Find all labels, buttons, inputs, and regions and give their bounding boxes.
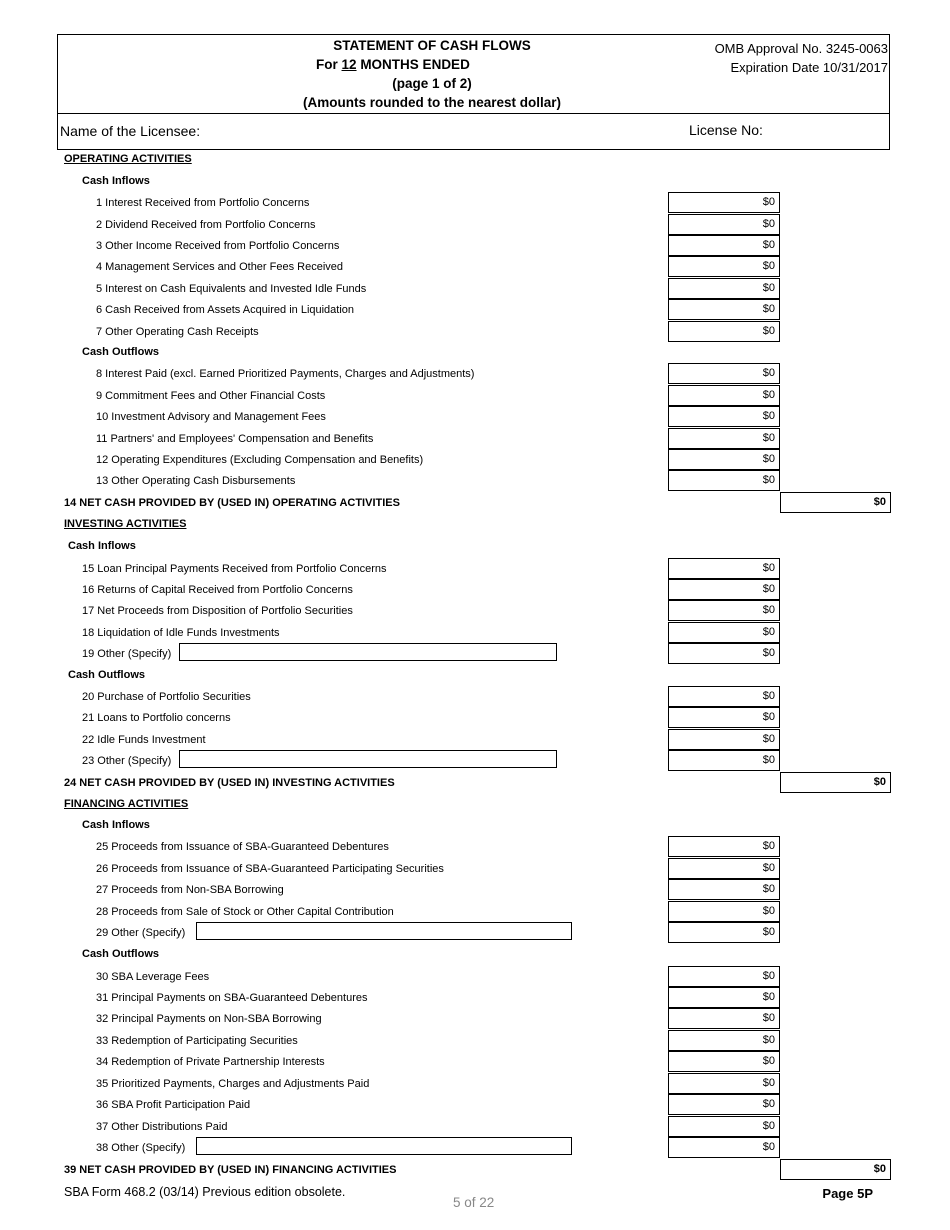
operating-outflows-label: Cash Outflows xyxy=(82,346,160,358)
amount-field[interactable]: $0 xyxy=(668,879,780,900)
amount-field[interactable]: $0 xyxy=(668,321,780,342)
amount-field[interactable]: $0 xyxy=(668,836,780,857)
amount-field[interactable]: $0 xyxy=(668,643,780,664)
line-item-label: 18 Liquidation of Idle Funds Investments xyxy=(82,627,280,639)
amount-field[interactable]: $0 xyxy=(668,363,780,384)
licensee-name-label: Name of the Licensee: xyxy=(60,123,201,139)
statement-title: STATEMENT OF CASH FLOWS xyxy=(333,38,531,53)
form-identifier: SBA Form 468.2 (03/14) Previous edition obsolete. xyxy=(64,1185,346,1199)
expiration-date: Expiration Date 10/31/2017 xyxy=(730,60,888,75)
financing-net-label: 39 NET CASH PROVIDED BY (USED IN) FINANCING ACTIVITIES xyxy=(64,1164,397,1176)
line-item-label: 7 Other Operating Cash Receipts xyxy=(96,326,259,338)
line-item-label: 34 Redemption of Private Partnership Interests xyxy=(96,1056,325,1068)
amount-field[interactable]: $0 xyxy=(668,558,780,579)
amount-field[interactable]: $0 xyxy=(668,278,780,299)
operating-inflows-label: Cash Inflows xyxy=(82,175,150,187)
line-item-label: 22 Idle Funds Investment xyxy=(82,734,206,746)
period-prefix: For xyxy=(316,57,338,72)
amount-field[interactable]: $0 xyxy=(668,622,780,643)
financing-heading: FINANCING ACTIVITIES xyxy=(64,798,189,810)
amount-field[interactable]: $0 xyxy=(668,1137,780,1158)
amount-field[interactable]: $0 xyxy=(668,987,780,1008)
line-item-label: 31 Principal Payments on SBA-Guaranteed Debentures xyxy=(96,992,368,1004)
amount-field[interactable]: $0 xyxy=(668,901,780,922)
investing-outflows-label: Cash Outflows xyxy=(68,669,146,681)
investing-net-label: 24 NET CASH PROVIDED BY (USED IN) INVESTING ACTIVITIES xyxy=(64,777,395,789)
amount-field[interactable]: $0 xyxy=(668,707,780,728)
line-item-label: 15 Loan Principal Payments Received from Portfolio Concerns xyxy=(82,563,387,575)
page-label: Page 5P xyxy=(822,1186,873,1201)
amount-field[interactable]: $0 xyxy=(668,750,780,771)
line-item-label: 8 Interest Paid (excl. Earned Prioritized Payments, Charges and Adjustments) xyxy=(96,368,475,380)
amount-field[interactable]: $0 xyxy=(668,385,780,406)
line-item-label: 32 Principal Payments on Non-SBA Borrowing xyxy=(96,1013,322,1025)
amount-field[interactable]: $0 xyxy=(668,428,780,449)
line-item-label: 27 Proceeds from Non-SBA Borrowing xyxy=(96,884,284,896)
line-item-label: 2 Dividend Received from Portfolio Concerns xyxy=(96,219,316,231)
line-item-label: 10 Investment Advisory and Management Fees xyxy=(96,411,326,423)
amount-field[interactable]: $0 xyxy=(668,299,780,320)
specify-input[interactable] xyxy=(196,1137,572,1155)
period-suffix: MONTHS ENDED xyxy=(360,57,470,72)
page-counter: 5 of 22 xyxy=(453,1195,495,1210)
amount-field[interactable]: $0 xyxy=(668,449,780,470)
line-item-label: 25 Proceeds from Issuance of SBA-Guaranteed Debentures xyxy=(96,841,389,853)
specify-input[interactable] xyxy=(179,643,557,661)
line-item-label: 4 Management Services and Other Fees Received xyxy=(96,261,344,273)
line-item-label: 28 Proceeds from Sale of Stock or Other Capital Contribution xyxy=(96,906,394,918)
amount-field[interactable]: $0 xyxy=(668,1094,780,1115)
amount-field[interactable]: $0 xyxy=(668,256,780,277)
operating-net-total[interactable]: $0 xyxy=(780,492,891,513)
line-item-label: 5 Interest on Cash Equivalents and Invested Idle Funds xyxy=(96,283,367,295)
amount-field[interactable]: $0 xyxy=(668,1008,780,1029)
amount-field[interactable]: $0 xyxy=(668,729,780,750)
investing-net-total[interactable]: $0 xyxy=(780,772,891,793)
line-item-label: 38 Other (Specify) xyxy=(96,1142,186,1154)
amount-field[interactable]: $0 xyxy=(668,600,780,621)
amount-field[interactable]: $0 xyxy=(668,192,780,213)
period-line xyxy=(316,57,470,72)
line-item-label: 36 SBA Profit Participation Paid xyxy=(96,1099,251,1111)
line-item-label: 11 Partners' and Employees' Compensation and Benefits xyxy=(96,433,374,445)
financing-net-total[interactable]: $0 xyxy=(780,1159,891,1180)
amount-field[interactable]: $0 xyxy=(668,1030,780,1051)
line-item-label: 23 Other (Specify) xyxy=(82,755,172,767)
amount-field[interactable]: $0 xyxy=(668,922,780,943)
specify-input[interactable] xyxy=(196,922,572,940)
line-item-label: 1 Interest Received from Portfolio Concerns xyxy=(96,197,310,209)
amount-field[interactable]: $0 xyxy=(668,1116,780,1137)
line-item-label: 12 Operating Expenditures (Excluding Compensation and Benefits) xyxy=(96,454,424,466)
line-item-label: 20 Purchase of Portfolio Securities xyxy=(82,691,251,703)
line-item-label: 17 Net Proceeds from Disposition of Portfolio Securities xyxy=(82,605,353,617)
operating-net-label: 14 NET CASH PROVIDED BY (USED IN) OPERATING ACTIVITIES xyxy=(64,497,400,509)
line-item-label: 30 SBA Leverage Fees xyxy=(96,971,210,983)
line-item-label: 26 Proceeds from Issuance of SBA-Guaranteed Participating Securities xyxy=(96,863,444,875)
line-item-label: 35 Prioritized Payments, Charges and Adjustments Paid xyxy=(96,1078,370,1090)
line-item-label: 19 Other (Specify) xyxy=(82,648,172,660)
line-item-label: 21 Loans to Portfolio concerns xyxy=(82,712,231,724)
specify-input[interactable] xyxy=(179,750,557,768)
line-item-label: 29 Other (Specify) xyxy=(96,927,186,939)
amount-field[interactable]: $0 xyxy=(668,235,780,256)
line-item-label: 16 Returns of Capital Received from Portfolio Concerns xyxy=(82,584,353,596)
amount-field[interactable]: $0 xyxy=(668,579,780,600)
line-item-label: 3 Other Income Received from Portfolio Concerns xyxy=(96,240,340,252)
investing-heading: INVESTING ACTIVITIES xyxy=(64,518,187,530)
license-no-label: License No: xyxy=(689,122,763,138)
amount-field[interactable]: $0 xyxy=(668,1051,780,1072)
amount-field[interactable]: $0 xyxy=(668,858,780,879)
investing-inflows-label: Cash Inflows xyxy=(68,540,136,552)
amount-field[interactable]: $0 xyxy=(668,214,780,235)
rounding-note: (Amounts rounded to the nearest dollar) xyxy=(302,95,561,110)
line-item-label: 6 Cash Received from Assets Acquired in Liquidation xyxy=(96,304,355,316)
financing-inflows-label: Cash Inflows xyxy=(82,819,150,831)
omb-approval: OMB Approval No. 3245-0063 xyxy=(714,41,888,56)
period-months[interactable]: 12 xyxy=(341,57,357,72)
page-info: (page 1 of 2) xyxy=(392,76,472,91)
amount-field[interactable]: $0 xyxy=(668,686,780,707)
amount-field[interactable]: $0 xyxy=(668,966,780,987)
line-item-label: 9 Commitment Fees and Other Financial Costs xyxy=(96,390,326,402)
operating-heading: OPERATING ACTIVITIES xyxy=(64,153,192,165)
line-item-label: 37 Other Distributions Paid xyxy=(96,1121,228,1133)
line-item-label: 13 Other Operating Cash Disbursements xyxy=(96,475,296,487)
amount-field[interactable]: $0 xyxy=(668,406,780,427)
line-item-label: 33 Redemption of Participating Securities xyxy=(96,1035,298,1047)
amount-field[interactable]: $0 xyxy=(668,470,780,491)
amount-field[interactable]: $0 xyxy=(668,1073,780,1094)
financing-outflows-label: Cash Outflows xyxy=(82,948,160,960)
